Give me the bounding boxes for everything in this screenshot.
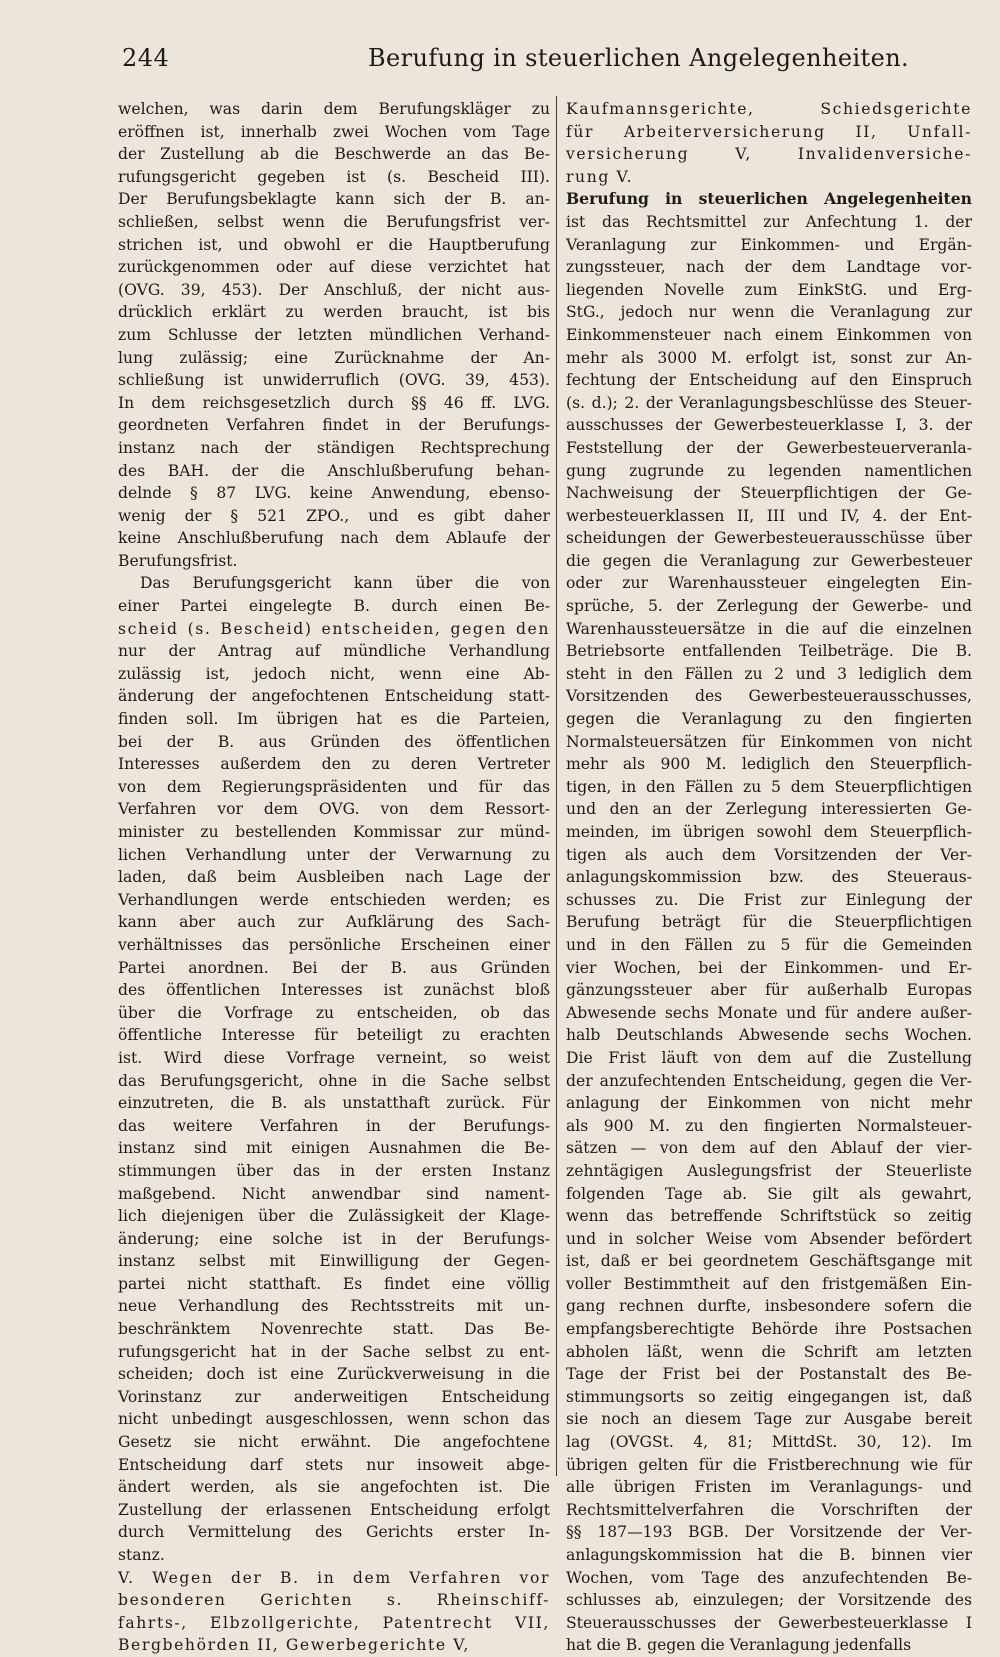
text-line: verhältnisses das persönliche Erscheinen einer xyxy=(118,935,550,954)
text-line: drücklich erklärt zu werden braucht, ist bis xyxy=(118,303,550,322)
text-line: das Berufungsgericht, ohne in die Sache selbst xyxy=(118,1071,550,1090)
text-line: Entscheidung darf stets nur insoweit abge- xyxy=(118,1455,550,1474)
text-line: keine Anschlußberufung nach dem Ablaufe der xyxy=(118,529,550,548)
text-line: Vorinstanz zur anderweitigen Entscheidung xyxy=(118,1387,550,1406)
text-line: Der Berufungsbeklagte kann sich der B. an- xyxy=(118,190,550,209)
text-line: sätzen — von dem auf den Ablauf der vier- xyxy=(566,1139,972,1158)
text-line: gänzungssteuer aber für außerhalb Europas xyxy=(566,981,972,1000)
text-line: fahrts-, Elbzollgerichte, Patentrecht VII, xyxy=(118,1613,550,1632)
text-line: Abwesende sechs Monate und für andere außer- xyxy=(566,1003,972,1022)
text-line: Normalsteuersätzen für Einkommen von nicht xyxy=(566,732,972,751)
text-line: partei nicht statthaft. Es findet eine völlig xyxy=(118,1274,550,1293)
text-line: geordneten Verfahren findet in der Berufungs- xyxy=(118,416,550,435)
text-line: empfangsberechtigte Behörde ihre Postsachen xyxy=(566,1320,972,1339)
text-line: und in den Fällen zu 5 für die Gemeinden xyxy=(566,935,972,954)
text-line: §§ 187—193 BGB. Der Vorsitzende der Ver- xyxy=(566,1523,972,1542)
text-line: lag (OVGSt. 4, 81; MittdSt. 30, 12). Im xyxy=(566,1433,972,1452)
text-line: Einkommensteuer nach einem Einkommen von xyxy=(566,325,972,344)
text-line: Das Berufungsgericht kann über die von xyxy=(140,574,550,593)
text-line: folgenden Tage ab. Sie gilt als gewahrt, xyxy=(566,1184,972,1203)
text-line: fechtung der Entscheidung auf den Einspruch xyxy=(566,371,972,390)
text-line: besonderen Gerichten s. Rheinschiff- xyxy=(118,1591,550,1610)
text-line: durch Vermittelung des Gerichts erster In- xyxy=(118,1523,550,1542)
text-line: ist, daß er bei geordnetem Geschäftsgange mit xyxy=(566,1252,972,1271)
text-line: eröffnen ist, innerhalb zwei Wochen vom Tage xyxy=(118,122,550,141)
text-line: scheid (s. Bescheid) entscheiden, gegen den xyxy=(118,619,550,638)
text-line: minister zu bestellenden Kommissar zur münd- xyxy=(118,823,550,841)
text-line: abholen läßt, wenn die Schrift am letzten xyxy=(566,1342,972,1361)
text-line: Warenhaussteuersätze in die auf die einzelnen xyxy=(566,619,972,638)
text-line: Kaufmannsgerichte, Schiedsgerichte xyxy=(566,100,972,118)
text-line: ist. Wird diese Vorfrage verneint, so weist xyxy=(118,1048,550,1067)
text-line: schließen, selbst wenn die Berufungsfrist ver- xyxy=(118,212,550,231)
text-line: das weitere Verfahren in der Berufungs- xyxy=(118,1116,550,1135)
text-line: schlusses ab, einzulegen; der Vorsitzende des xyxy=(566,1591,972,1610)
text-line: strichen ist, und obwohl er die Hauptberufung xyxy=(118,235,550,254)
text-line: anlagungskommission bzw. des Steueraus- xyxy=(566,868,972,887)
text-line: Verfahren vor dem OVG. von dem Ressort- xyxy=(118,800,550,819)
text-line: (OVG. 39, 453). Der Anschluß, der nicht aus- xyxy=(118,280,550,299)
text-line: lich diejenigen über die Zulässigkeit der Klage- xyxy=(118,1207,550,1226)
text-line: versicherung V, Invalidenversiche- xyxy=(566,145,972,164)
text-line: des BAH. der die Anschlußberufung behan- xyxy=(118,461,550,480)
left-text-column xyxy=(118,98,550,1655)
text-line: Berufung beträgt für die Steuerpflichtigen xyxy=(566,913,972,932)
text-line: der anzufechtenden Entscheidung, gegen die Ver- xyxy=(566,1071,972,1090)
text-line: beschränktem Novenrechte statt. Das Be- xyxy=(118,1320,550,1339)
text-line: instanz selbst mit Einwilligung der Gegen- xyxy=(118,1252,550,1271)
text-line: änderung der angefochtenen Entscheidung statt- xyxy=(118,687,550,706)
text-line: Nachweisung der Steuerpflichtigen der Ge- xyxy=(566,484,972,503)
text-line: einer Partei eingelegte B. durch einen Be- xyxy=(118,597,550,616)
text-line: öffentliche Interesse für beteiligt zu erachten xyxy=(118,1026,550,1045)
text-line: Interesses außerdem den zu deren Vertreter xyxy=(118,755,550,774)
text-line: instanz sind mit einigen Ausnahmen die Be- xyxy=(118,1139,550,1158)
text-line: Partei anordnen. Bei der B. aus Gründen xyxy=(118,958,550,977)
text-line: anlagungskommission hat die B. binnen vier xyxy=(566,1546,972,1564)
text-line: liegenden Novelle zum EinkStG. und Erg- xyxy=(566,280,972,299)
text-line: änderung; eine solche ist in der Berufungs- xyxy=(118,1229,550,1248)
text-line: scheidungen der Gewerbesteuerausschüsse über xyxy=(566,529,972,548)
text-line: rung V. xyxy=(566,167,634,186)
text-line: einzutreten, die B. als unstatthaft zurück. Für xyxy=(118,1094,550,1113)
text-line: sprüche, 5. der Zerlegung der Gewerbe- und xyxy=(566,597,972,616)
text-line: Steuerausschusses der Gewerbesteuerklasse I xyxy=(566,1613,972,1632)
text-line: von dem Regierungspräsidenten und für das xyxy=(118,777,550,796)
text-line: Die Frist läuft von dem auf die Zustellung xyxy=(566,1048,972,1067)
text-line: oder zur Warenhaussteuer eingelegten Ein- xyxy=(566,574,972,593)
text-line: StG., jedoch nur wenn die Veranlagung zur xyxy=(566,303,972,322)
text-line: delnde § 87 LVG. keine Anwendung, ebenso- xyxy=(118,484,550,503)
text-line: tigen, in den Fällen zu 5 dem Steuerpflichtigen xyxy=(566,777,972,796)
text-line: halb Deutschlands Abwesende sechs Wochen. xyxy=(566,1026,972,1045)
text-line: steht in den Fällen zu 2 und 3 lediglich dem xyxy=(566,664,972,683)
text-line: Berufung in steuerlichen Angelegenheiten xyxy=(566,189,972,209)
text-line: für Arbeiterversicherung II, Unfall- xyxy=(566,122,972,141)
text-line: zungssteuer, nach der dem Landtage vor- xyxy=(566,258,972,277)
text-line: Zustellung der erlassenen Entscheidung erfolgt xyxy=(118,1500,550,1519)
text-line: finden soll. Im übrigen hat es die Parteien, xyxy=(118,710,550,729)
text-line: Betriebsorte entfallenden Teilbeträge. Die B. xyxy=(566,642,972,661)
text-line: vier Wochen, bei der Einkommen- und Er- xyxy=(566,958,972,977)
text-line: Gesetz sie nicht erwähnt. Die angefochtene xyxy=(118,1433,550,1452)
text-line: zurückgenommen oder auf diese verzichtet hat xyxy=(118,258,550,277)
text-line: rufungsgericht gegeben ist (s. Bescheid III). xyxy=(118,167,550,186)
text-line: Verhandlungen werde entschieden werden; es xyxy=(118,890,550,909)
text-line: mehr als 3000 M. erfolgt ist, sonst zur An- xyxy=(566,348,972,367)
text-line: laden, daß beim Ausbleiben nach Lage der xyxy=(118,868,550,887)
text-line: gegen die Veranlagung zu den fingierten xyxy=(566,710,972,729)
text-line: Tage der Frist bei der Postanstalt des Be- xyxy=(566,1365,972,1384)
text-line: lung zulässig; eine Zurücknahme der An- xyxy=(118,348,550,367)
text-line: Vorsitzenden des Gewerbesteuerausschusses, xyxy=(566,687,972,706)
text-line: Berufungsfrist. xyxy=(118,551,238,570)
text-line: maßgebend. Nicht anwendbar sind nament- xyxy=(118,1184,550,1203)
text-line: nicht unbedingt ausgeschlossen, wenn schon das xyxy=(118,1410,550,1429)
text-line: (s. d.); 2. der Veranlagungsbeschlüsse des Steuer- xyxy=(566,393,972,412)
text-line: alle übrigen Fristen im Veranlagungs- und xyxy=(566,1478,972,1497)
text-line: ändert werden, als sie angefochten ist. Die xyxy=(118,1478,550,1497)
text-line: schusses zu. Die Frist zur Einlegung der xyxy=(566,890,972,909)
text-line: schließung ist unwiderruflich (OVG. 39, 453). xyxy=(118,371,550,390)
text-line: hat die B. gegen die Veranlagung jedenfalls xyxy=(566,1636,912,1655)
text-line: werbesteuerklassen II, III und IV, 4. der Ent- xyxy=(566,506,972,525)
text-line: Wochen, vom Tage des anzufechtenden Be- xyxy=(566,1568,972,1587)
page-number: 244 xyxy=(122,44,170,72)
text-line: voller Bestimmtheit auf den fristgemäßen Ein- xyxy=(566,1274,972,1293)
column-divider xyxy=(556,96,557,1476)
text-line: instanz nach der ständigen Rechtsprechung xyxy=(118,438,550,457)
text-line: zum Schlusse der letzten mündlichen Verhand- xyxy=(118,325,550,344)
text-line: lichen Verhandlung unter der Verwarnung zu xyxy=(118,845,550,864)
text-line: über die Vorfrage zu entscheiden, ob das xyxy=(118,1003,550,1022)
page-header xyxy=(122,40,966,80)
text-line: wenn das betreffende Schriftstück so zeitig xyxy=(566,1207,972,1226)
text-line: stanz. xyxy=(118,1546,165,1564)
text-line: scheiden; doch ist eine Zurückverweisung in die xyxy=(118,1365,550,1384)
text-line: rufungsgericht hat in der Sache selbst zu ent- xyxy=(118,1342,550,1361)
text-line: Feststellung der der Gewerbesteuerveranla- xyxy=(566,438,972,457)
text-line: übrigen gelten für die Fristberechnung wie für xyxy=(566,1455,972,1474)
text-line: die gegen die Veranlagung zur Gewerbesteuer xyxy=(566,551,972,570)
text-line: sie noch an diesem Tage zur Ausgabe bereit xyxy=(566,1410,972,1429)
text-line: als 900 M. zu den fingierten Normalsteuer- xyxy=(566,1116,972,1135)
text-line: In dem reichsgesetzlich durch §§ 46 ff. LVG. xyxy=(118,393,550,412)
right-text-column xyxy=(566,98,972,1655)
text-line: bei der B. aus Gründen des öffentlichen xyxy=(118,732,550,751)
text-line: meinden, im übrigen sowohl dem Steuerpflich- xyxy=(566,823,972,841)
text-line: stimmungen über das in der ersten Instanz xyxy=(118,1161,550,1180)
text-line: tigen als auch dem Vorsitzenden der Ver- xyxy=(566,845,972,864)
text-line: welchen, was darin dem Berufungskläger zu xyxy=(118,100,550,118)
text-line: V. Wegen der B. in dem Verfahren vor xyxy=(118,1568,550,1587)
text-line: ist das Rechtsmittel zur Anfechtung 1. der xyxy=(566,212,972,231)
text-line: der Zustellung ab die Beschwerde an das Be- xyxy=(118,145,550,164)
text-line: und den an der Zerlegung interessierten Ge- xyxy=(566,800,972,819)
text-line: Bergbehörden II, Gewerbegerichte V, xyxy=(118,1636,470,1655)
text-line: neue Verhandlung des Rechtsstreits mit un- xyxy=(118,1297,550,1316)
text-line: gung zugrunde zu legenden namentlichen xyxy=(566,461,972,480)
text-line: wenig der § 521 ZPO., und es gibt daher xyxy=(118,506,550,525)
text-line: kann aber auch zur Aufklärung des Sach- xyxy=(118,913,550,932)
text-line: ausschusses der Gewerbesteuerklasse I, 3. der xyxy=(566,416,972,435)
text-line: zulässig ist, jedoch nicht, wenn eine Ab- xyxy=(118,664,550,683)
text-line: gang rechnen durfte, insbesondere sofern die xyxy=(566,1297,972,1316)
text-line: zehntägigen Auslegungsfrist der Steuerliste xyxy=(566,1161,972,1180)
text-line: anlagung der Einkommen von nicht mehr xyxy=(566,1094,972,1113)
text-line: und in solcher Weise vom Absender befördert xyxy=(566,1229,972,1248)
text-line: Veranlagung zur Einkommen- und Ergän- xyxy=(566,235,972,254)
text-line: nur der Antrag auf mündliche Verhandlung xyxy=(118,642,550,661)
text-line: des öffentlichen Interesses ist zunächst bloß xyxy=(118,981,550,1000)
text-line: mehr als 900 M. lediglich den Steuerpflich- xyxy=(566,755,972,774)
text-line: stimmungsorts so zeitig eingegangen ist, daß xyxy=(566,1387,972,1406)
running-title: Berufung in steuerlichen Angelegenheiten. xyxy=(368,44,910,72)
text-line: Rechtsmittelverfahren die Vorschriften der xyxy=(566,1500,972,1519)
